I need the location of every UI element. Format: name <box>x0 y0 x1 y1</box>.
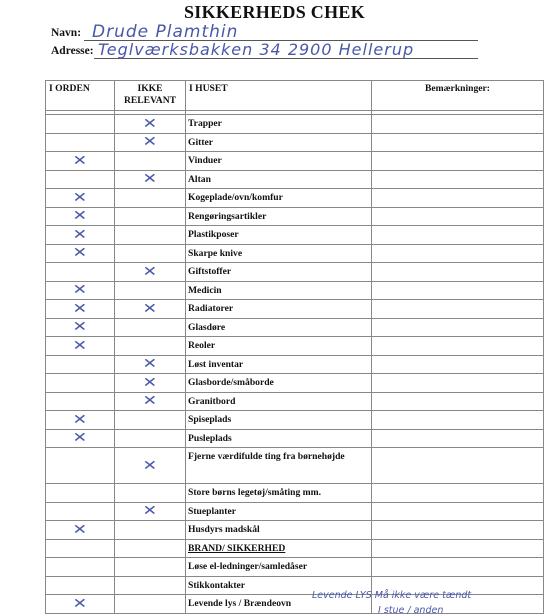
in-order-cell[interactable] <box>46 374 115 393</box>
row-label: Altan <box>186 170 372 189</box>
remarks-cell[interactable] <box>372 502 544 521</box>
not-relevant-cell[interactable] <box>115 281 186 300</box>
remarks-cell[interactable] <box>372 207 544 226</box>
address-label: Adresse: <box>51 45 94 57</box>
row-label: Medicin <box>186 281 372 300</box>
row-label: Glasborde/småborde <box>186 374 372 393</box>
remarks-cell[interactable] <box>372 152 544 171</box>
in-order-cell[interactable] <box>46 281 115 300</box>
x-mark-icon: ✕ <box>72 282 88 299</box>
not-relevant-cell[interactable] <box>115 133 186 152</box>
row-label: Løst inventar <box>186 355 372 374</box>
not-relevant-cell[interactable] <box>115 558 186 577</box>
in-order-cell[interactable] <box>46 263 115 282</box>
remarks-cell[interactable] <box>372 300 544 319</box>
in-order-cell[interactable] <box>46 133 115 152</box>
table-row <box>46 133 544 152</box>
x-mark-icon: ✕ <box>142 134 158 151</box>
not-relevant-cell[interactable] <box>115 539 186 558</box>
row-label: Store børns legetøj/småting mm. <box>186 484 372 503</box>
table-row <box>46 429 544 448</box>
in-order-cell[interactable] <box>46 576 115 595</box>
not-relevant-cell[interactable] <box>115 392 186 411</box>
x-mark-icon: ✕ <box>72 521 88 538</box>
in-order-cell[interactable] <box>46 448 115 484</box>
remarks-cell[interactable] <box>372 115 544 134</box>
in-order-cell[interactable] <box>46 429 115 448</box>
row-label: Vinduer <box>186 152 372 171</box>
remarks-cell[interactable] <box>372 133 544 152</box>
remarks-cell[interactable] <box>372 521 544 540</box>
table-row <box>46 539 544 558</box>
row-label: Levende lys / Brændeovn <box>186 595 372 614</box>
x-mark-icon: ✕ <box>142 457 158 474</box>
not-relevant-cell[interactable] <box>115 207 186 226</box>
x-mark-icon: ✕ <box>72 208 88 225</box>
not-relevant-cell[interactable] <box>115 263 186 282</box>
table-row <box>46 244 544 263</box>
in-order-cell[interactable] <box>46 226 115 245</box>
not-relevant-cell[interactable] <box>115 374 186 393</box>
x-mark-icon: ✕ <box>142 374 158 391</box>
row-label: Skarpe knive <box>186 244 372 263</box>
row-label: Radiatorer <box>186 300 372 319</box>
row-label: Plastikposer <box>186 226 372 245</box>
in-order-cell[interactable] <box>46 189 115 208</box>
x-mark-icon: ✕ <box>142 171 158 188</box>
x-mark-icon: ✕ <box>72 226 88 243</box>
in-order-cell[interactable] <box>46 170 115 189</box>
remarks-cell[interactable] <box>372 318 544 337</box>
remarks-cell[interactable] <box>372 355 544 374</box>
table-row <box>46 281 544 300</box>
not-relevant-cell[interactable] <box>115 502 186 521</box>
remarks-cell[interactable] <box>372 558 544 577</box>
x-mark-icon: ✕ <box>72 337 88 354</box>
row-label: Granitbord <box>186 392 372 411</box>
row-label: BRAND/ SIKKERHED <box>186 539 372 558</box>
remarks-cell[interactable] <box>372 281 544 300</box>
in-order-cell[interactable] <box>46 392 115 411</box>
page-title: SIKKERHEDS CHEK <box>183 2 366 22</box>
not-relevant-cell[interactable] <box>115 300 186 319</box>
x-mark-icon: ✕ <box>72 319 88 336</box>
in-order-cell[interactable] <box>46 521 115 540</box>
remarks-cell[interactable] <box>372 484 544 503</box>
table-row <box>46 300 544 319</box>
not-relevant-cell[interactable] <box>115 448 186 484</box>
table-row <box>46 448 544 484</box>
not-relevant-cell[interactable] <box>115 355 186 374</box>
x-mark-icon: ✕ <box>142 115 158 132</box>
not-relevant-cell[interactable] <box>115 318 186 337</box>
row-label: Stikkontakter <box>186 576 372 595</box>
header-in-house: I HUSET <box>186 81 372 111</box>
name-label: Navn: <box>51 27 82 39</box>
table-row <box>46 152 544 171</box>
remarks-cell[interactable] <box>372 189 544 208</box>
table-row <box>46 318 544 337</box>
table-row <box>46 115 544 134</box>
row-label: Løse el-ledninger/samledåser <box>186 558 372 577</box>
table-row <box>46 355 544 374</box>
address-value[interactable]: Teglværksbakken 34 2900 Hellerup <box>98 40 415 59</box>
table-row <box>46 374 544 393</box>
x-mark-icon: ✕ <box>72 595 88 612</box>
table-row <box>46 337 544 356</box>
not-relevant-cell[interactable] <box>115 484 186 503</box>
row-label: Trapper <box>186 115 372 134</box>
x-mark-icon: ✕ <box>72 152 88 169</box>
not-relevant-cell[interactable] <box>115 521 186 540</box>
remarks-cell[interactable] <box>372 226 544 245</box>
remarks-cell[interactable] <box>372 448 544 484</box>
table-row <box>46 484 544 503</box>
remark-levende-lys[interactable]: Levende LYS Må ikke være tændt <box>312 590 472 601</box>
x-mark-icon: ✕ <box>72 245 88 262</box>
remarks-cell[interactable] <box>372 374 544 393</box>
row-label: Stueplanter <box>186 502 372 521</box>
x-mark-icon: ✕ <box>142 263 158 280</box>
not-relevant-cell[interactable] <box>115 115 186 134</box>
remarks-cell[interactable] <box>372 539 544 558</box>
remarks-cell[interactable] <box>372 244 544 263</box>
in-order-cell[interactable] <box>46 318 115 337</box>
remarks-cell[interactable] <box>372 429 544 448</box>
table-row <box>46 170 544 189</box>
not-relevant-cell[interactable] <box>115 244 186 263</box>
in-order-cell[interactable] <box>46 207 115 226</box>
remarks-cell[interactable] <box>372 263 544 282</box>
remarks-cell[interactable] <box>372 392 544 411</box>
header-not-relevant: IKKE RELEVANT <box>115 81 186 111</box>
row-label: Gitter <box>186 133 372 152</box>
safety-check-table <box>45 80 544 614</box>
row-label: Fjerne værdifulde ting fra børnehøjde <box>186 448 372 484</box>
x-mark-icon: ✕ <box>72 300 88 317</box>
x-mark-icon: ✕ <box>142 503 158 520</box>
row-label: Pusleplads <box>186 429 372 448</box>
header-in-order: I ORDEN <box>46 81 115 111</box>
in-order-cell[interactable] <box>46 152 115 171</box>
table-row <box>46 411 544 430</box>
in-order-cell[interactable] <box>46 558 115 577</box>
not-relevant-cell[interactable] <box>115 429 186 448</box>
not-relevant-cell[interactable] <box>115 189 186 208</box>
not-relevant-cell[interactable] <box>115 226 186 245</box>
in-order-cell[interactable] <box>46 411 115 430</box>
in-order-cell[interactable] <box>46 484 115 503</box>
row-label: Reoler <box>186 337 372 356</box>
in-order-cell[interactable] <box>46 337 115 356</box>
not-relevant-cell[interactable] <box>115 576 186 595</box>
remarks-cell[interactable] <box>372 411 544 430</box>
table-row <box>46 189 544 208</box>
table-row <box>46 392 544 411</box>
not-relevant-cell[interactable] <box>115 411 186 430</box>
table-row <box>46 226 544 245</box>
table-row <box>46 207 544 226</box>
not-relevant-cell[interactable] <box>115 152 186 171</box>
row-label: Kogeplade/ovn/komfur <box>186 189 372 208</box>
not-relevant-cell[interactable] <box>115 337 186 356</box>
row-label: Giftstoffer <box>186 263 372 282</box>
not-relevant-cell[interactable] <box>115 595 186 614</box>
in-order-cell[interactable] <box>46 539 115 558</box>
x-mark-icon: ✕ <box>72 189 88 206</box>
table-row <box>46 558 544 577</box>
name-value[interactable]: Drude Plamthin <box>92 22 239 42</box>
table-row <box>46 263 544 282</box>
not-relevant-cell[interactable] <box>115 170 186 189</box>
x-mark-icon: ✕ <box>142 393 158 410</box>
row-label: Rengøringsartikler <box>186 207 372 226</box>
row-label: Husdyrs madskål <box>186 521 372 540</box>
x-mark-icon: ✕ <box>72 430 88 447</box>
in-order-cell[interactable] <box>46 115 115 134</box>
in-order-cell[interactable] <box>46 355 115 374</box>
remarks-cell[interactable] <box>372 170 544 189</box>
header-remarks: Bemærkninger: <box>372 81 544 111</box>
row-label: Spiseplads <box>186 411 372 430</box>
in-order-cell[interactable] <box>46 595 115 614</box>
in-order-cell[interactable] <box>46 244 115 263</box>
in-order-cell[interactable] <box>46 300 115 319</box>
remark-levende-lys-line2[interactable]: I stue / anden <box>378 605 444 616</box>
table-row <box>46 521 544 540</box>
x-mark-icon: ✕ <box>72 411 88 428</box>
in-order-cell[interactable] <box>46 502 115 521</box>
table-row <box>46 502 544 521</box>
remarks-cell[interactable] <box>372 337 544 356</box>
row-label: Glasdøre <box>186 318 372 337</box>
x-mark-icon: ✕ <box>142 356 158 373</box>
x-mark-icon: ✕ <box>142 300 158 317</box>
